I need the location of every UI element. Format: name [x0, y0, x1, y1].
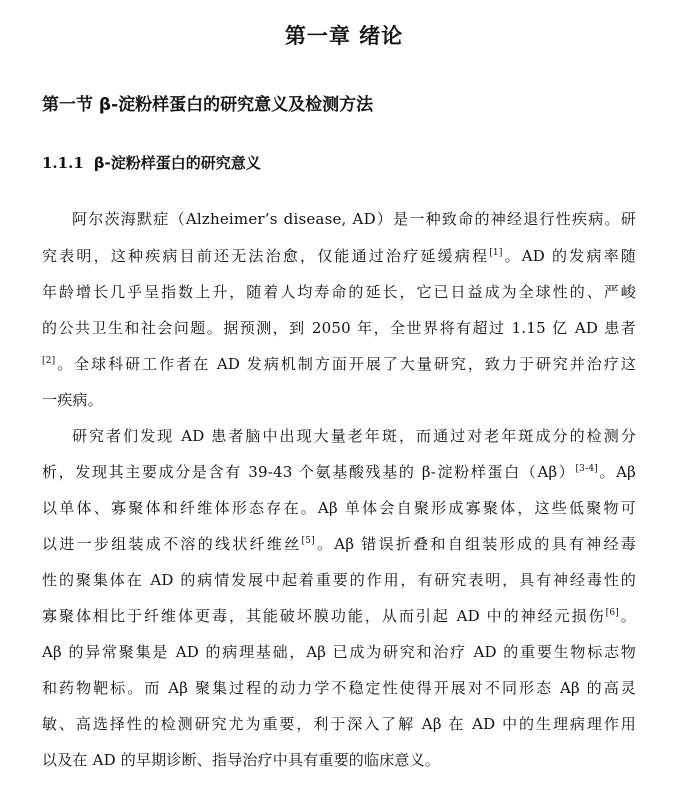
paragraph-line	[42, 389, 636, 411]
line-text: Aβ 的异常聚集是 AD 的病理基础，Aβ 已成为研究和治疗 AD 的重要生物标志物	[42, 643, 636, 661]
line-text: 一疾病。	[42, 391, 103, 409]
line-text: 和药物靶标。而 Aβ 聚集过程的动力学不稳定性使得开展对不同形态 Aβ 的高灵	[42, 679, 636, 697]
citation-ref[interactable]: [6]	[605, 608, 619, 618]
line-text-tail: 。AD 的发病率随	[502, 247, 636, 265]
citation-ref[interactable]: [3-4]	[575, 464, 598, 474]
line-text-tail: 。	[619, 607, 636, 625]
citation-ref[interactable]: [1]	[489, 248, 503, 258]
paragraph-line	[42, 461, 636, 483]
line-text: 性的聚集体在 AD 的病情发展中起着重要的作用，有研究表明，具有神经毒性的	[42, 571, 636, 589]
line-text: 究表明，这种疾病目前还无法治愈，仅能通过治疗延缓病程	[42, 247, 490, 265]
paragraph-line	[72, 425, 636, 447]
paragraph-line	[42, 713, 636, 735]
line-text: 以进一步组装成不溶的线状纤维丝	[42, 535, 302, 553]
paragraph-line	[42, 281, 636, 303]
paragraph-line	[42, 749, 636, 771]
citation-ref[interactable]: [2]	[42, 356, 56, 366]
line-text: 以及在 AD 的早期诊断、指导治疗中具有重要的临床意义。	[42, 751, 440, 769]
subsection-title-text: β-淀粉样蛋白的研究意义	[93, 154, 261, 172]
line-text-tail: 。全球科研工作者在 AD 发病机制方面开展了大量研究，致力于研究并治疗这	[55, 355, 636, 373]
line-text: 阿尔茨海默症（Alzheimer’s disease, AD）是一种致命的神经退行性疾病。研	[72, 210, 636, 228]
paragraph-line	[42, 353, 636, 375]
paragraph-line	[42, 569, 636, 591]
paragraph-line	[42, 317, 636, 339]
paragraph-line	[42, 605, 636, 627]
section-title: 第一节 β-淀粉样蛋白的研究意义及检测方法	[42, 95, 374, 115]
line-text: 研究者们发现 AD 患者脑中出现大量老年斑，而通过对老年斑成分的检测分	[72, 427, 636, 445]
line-text: 的公共卫生和社会问题。据预测，到 2050 年，全世界将有超过 1.15 亿 AD 患者	[42, 319, 636, 337]
subsection-number: 1.1.1	[42, 154, 84, 172]
line-text: 寡聚体相比于纤维体更毒，其能破坏膜功能，从而引起 AD 中的神经元损伤	[42, 607, 606, 625]
line-text-tail: 。Aβ 错误折叠和自组装形成的具有神经毒	[314, 535, 636, 553]
paragraph-line	[42, 641, 636, 663]
subsection-title	[42, 152, 261, 173]
paragraph-line	[72, 208, 636, 230]
line-text: 敏、高选择性的检测研究尤为重要，利于深入了解 Aβ 在 AD 中的生理病理作用	[42, 715, 636, 733]
paragraph-line	[42, 677, 636, 699]
paragraph-line	[42, 497, 636, 519]
citation-ref[interactable]: [5]	[301, 536, 315, 546]
chapter-title: 第一章 绪论	[284, 24, 404, 48]
line-text: 以单体、寡聚体和纤维体形态存在。Aβ 单体会自聚形成寡聚体，这些低聚物可	[42, 499, 636, 517]
paragraph-line	[42, 245, 636, 267]
line-text: 析，发现其主要成分是含有 39-43 个氨基酸残基的 β-淀粉样蛋白（Aβ）	[42, 463, 576, 481]
paragraph-line	[42, 533, 636, 555]
line-text: 年龄增长几乎呈指数上升，随着人均寿命的延长，它已日益成为全球性的、严峻	[42, 283, 636, 301]
line-text-tail: 。Aβ	[597, 463, 636, 481]
